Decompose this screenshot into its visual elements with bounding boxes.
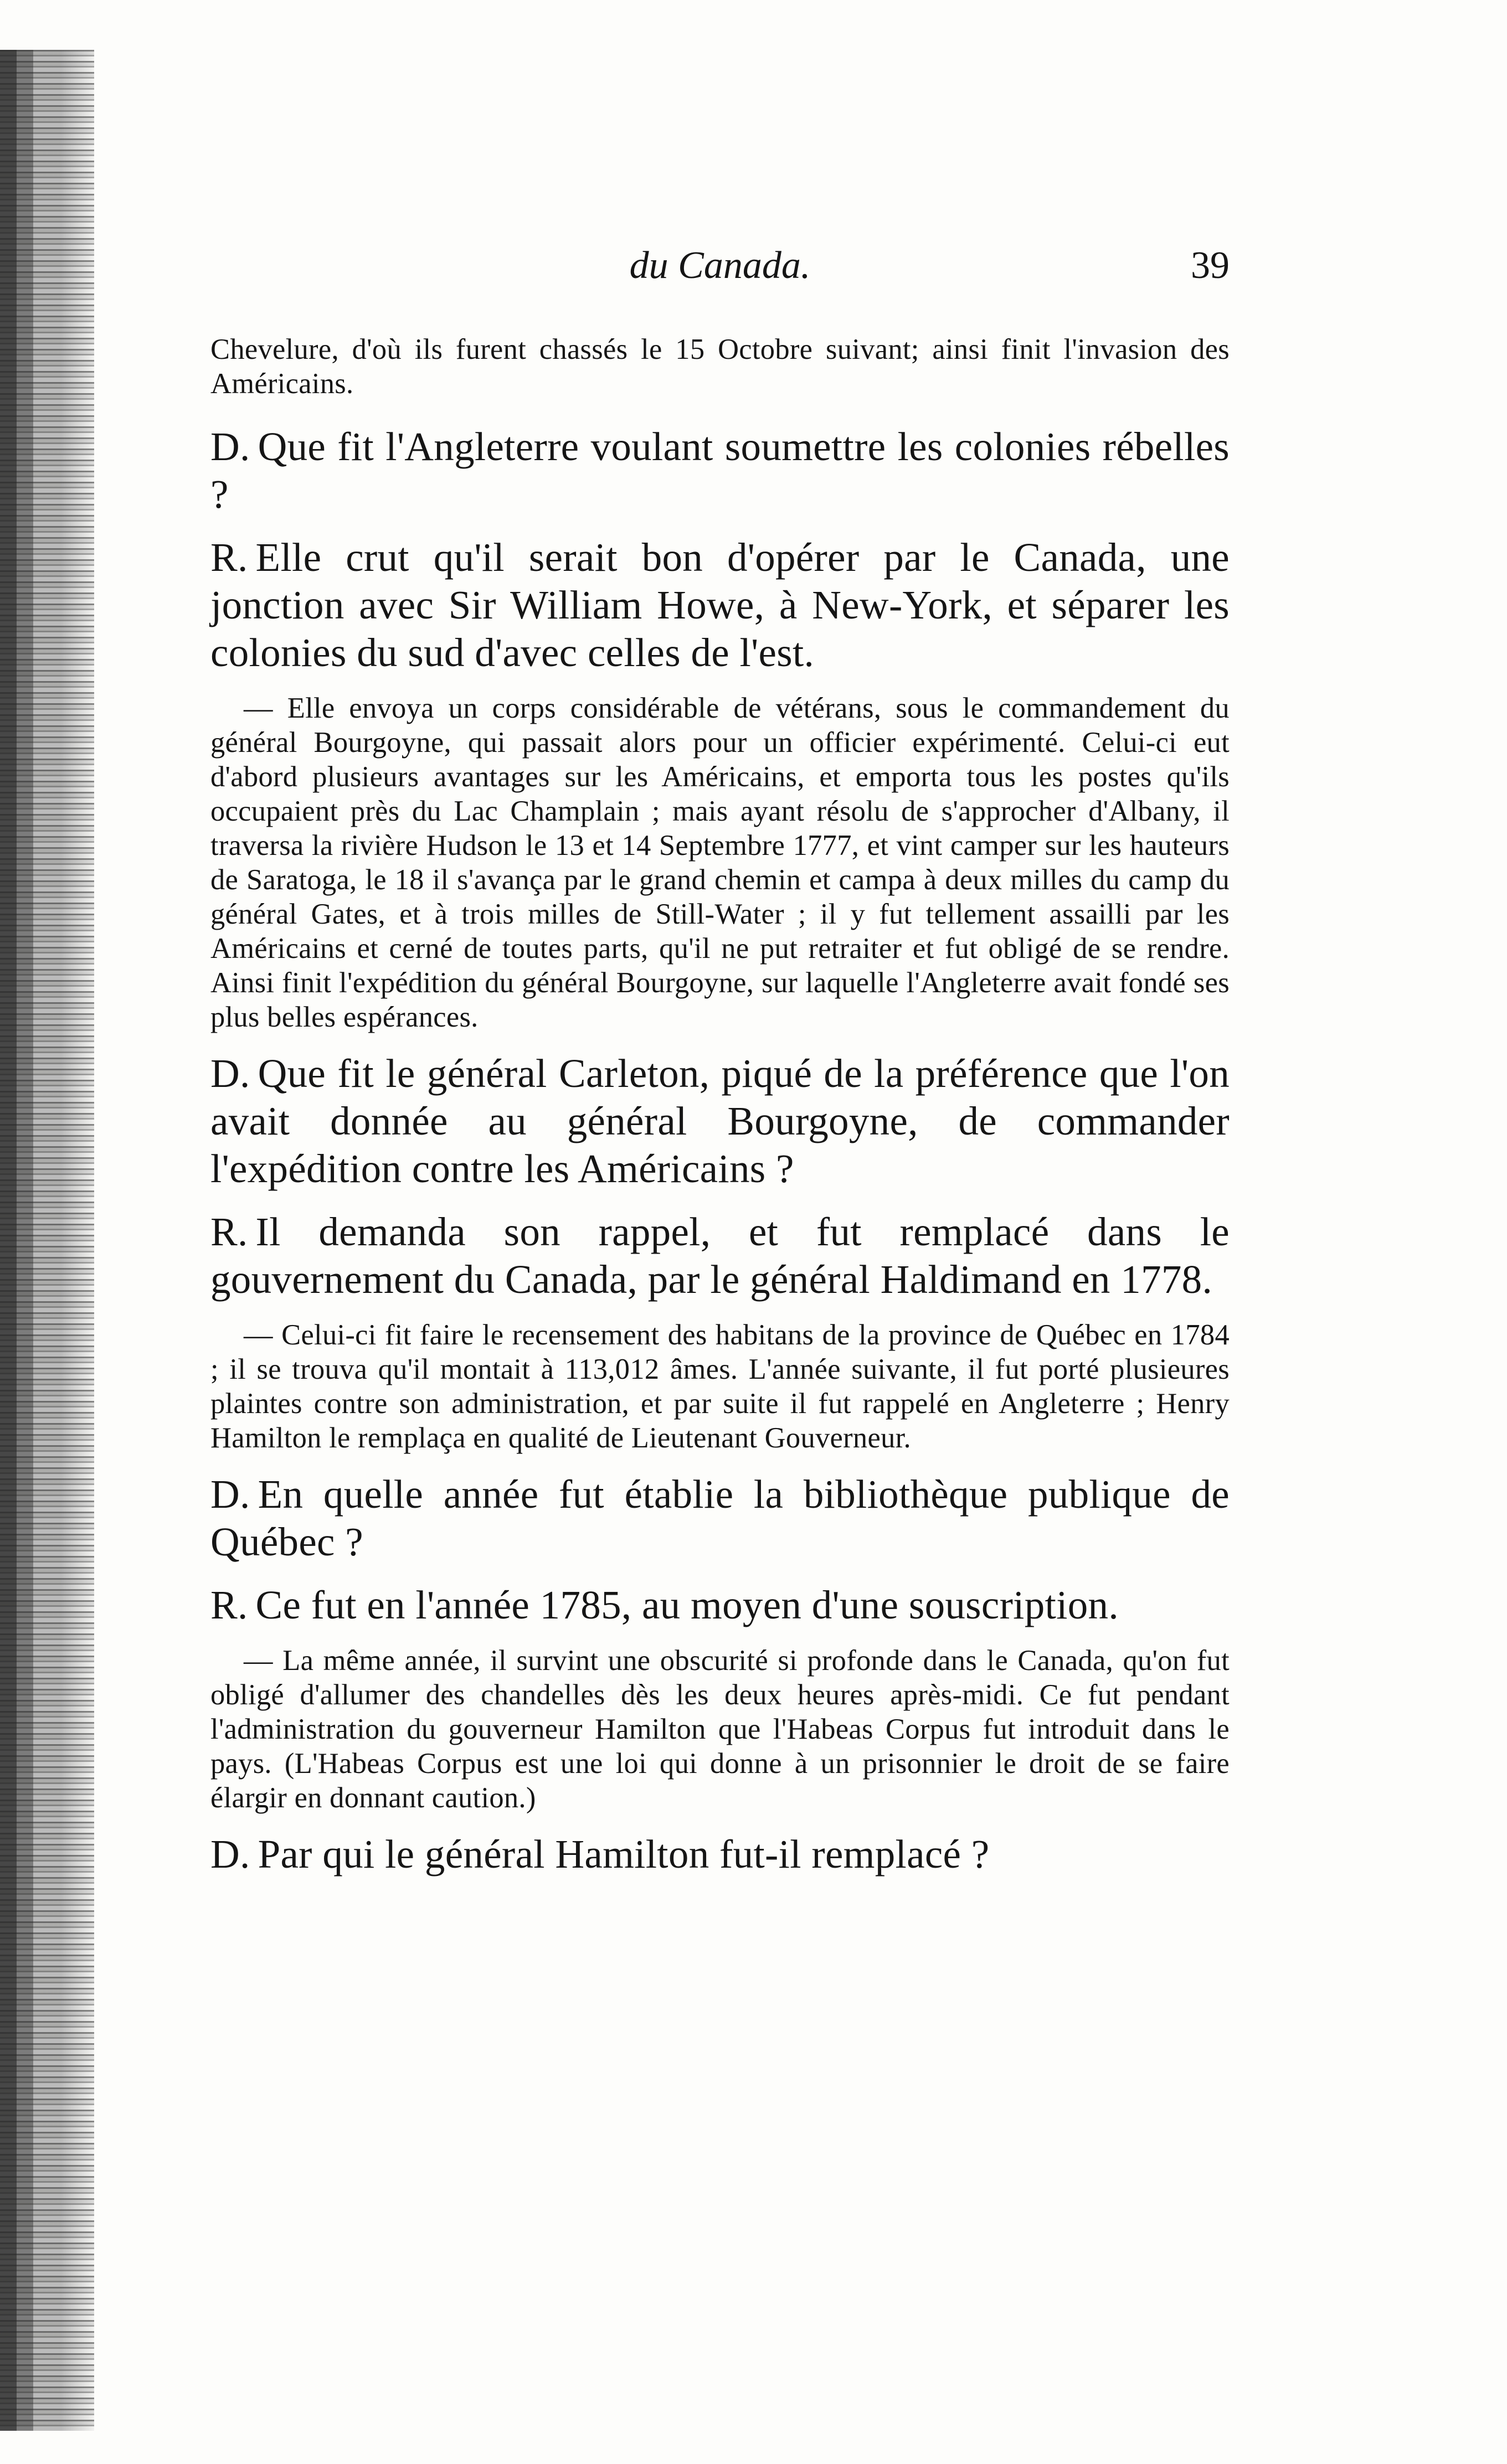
answer-label: R.	[210, 535, 248, 580]
question-text: Par qui le général Hamilton fut-il remplacé ?	[258, 1832, 990, 1877]
answer-paragraph	[210, 534, 1230, 677]
question-paragraph	[210, 1050, 1230, 1193]
answer-text: Ce fut en l'année 1785, au moyen d'une souscription.	[255, 1582, 1119, 1627]
question-text: Que fit l'Angleterre voulant soumettre les colonies rébelles ?	[210, 424, 1230, 517]
page-body	[210, 332, 1230, 1878]
answer-paragraph	[210, 1208, 1230, 1303]
answer-paragraph	[210, 1581, 1230, 1629]
page-number: 39	[1191, 244, 1230, 287]
binding-edge	[0, 50, 94, 2431]
question-paragraph	[210, 1471, 1230, 1566]
question-text: En quelle année fut établie la bibliothèque publique de Québec ?	[210, 1472, 1230, 1564]
question-paragraph	[210, 1831, 1230, 1878]
question-label: D.	[210, 1472, 250, 1517]
answer-text: Il demanda son rappel, et fut remplacé dans le gouvernement du Canada, par le général Haldimand en 1778.	[210, 1209, 1230, 1302]
question-paragraph	[210, 423, 1230, 518]
page-header	[210, 244, 1230, 310]
answer-label: R.	[210, 1582, 248, 1627]
answer-label: R.	[210, 1209, 248, 1254]
note-paragraph: — La même année, il survint une obscurité si profonde dans le Canada, qu'on fut obligé d'allumer des chandelles dès les deux heures après-midi. Ce fut pendant l'administration du gouverneur Hamilton que l'Habeas Corpus fut introduit dans le pays. (L'Habeas Corpus est une loi qui donne à un prisonnier le droit de se faire élargir en donnant caution.)	[210, 1645, 1230, 1814]
running-head: du Canada.	[629, 244, 811, 287]
question-text: Que fit le général Carleton, piqué de la préférence que l'on avait donnée au général Bourgoyne, de commander l'expédition contre les Américains ?	[210, 1051, 1230, 1191]
continued-paragraph: Chevelure, d'où ils furent chassés le 15 Octobre suivant; ainsi finit l'invasion des Américains.	[210, 333, 1230, 400]
answer-text: Elle crut qu'il serait bon d'opérer par le Canada, une jonction avec Sir William Howe, à New-York, et séparer les colonies du sud d'avec celles de l'est.	[210, 535, 1230, 675]
question-label: D.	[210, 1051, 250, 1096]
note-paragraph: — Elle envoya un corps considérable de vétérans, sous le commandement du général Bourgoyne, qui passait alors pour un officier expérimenté. Celui-ci eut d'abord plusieurs avantages sur les Américains, et emporta tous les postes qu'ils occupaient près du Lac Champlain ; mais ayant résolu de s'approcher d'Albany, il traversa la rivière Hudson le 13 et 14 Septembre 1777, et vint camper sur les hauteurs de Saratoga, le 18 il s'avança par le grand chemin et campa à deux milles du camp du général Gates, et à trois milles de Still-Water ; il y fut tellement assailli par les Américains et cerné de toutes parts, qu'il ne put retraiter et fut obligé de se rendre. Ainsi finit l'expédition du général Bourgoyne, sur laquelle l'Angleterre avait fondé ses plus belles espérances.	[210, 692, 1230, 1033]
question-label: D.	[210, 424, 250, 469]
note-paragraph: — Celui-ci fit faire le recensement des habitans de la province de Québec en 1784 ; il se trouva qu'il montait à 113,012 âmes. L'année suivante, il fut porté plusieures plaintes contre son administration, et par suite il fut rappelé en Angleterre ; Henry Hamilton le remplaça en qualité de Lieutenant Gouverneur.	[210, 1319, 1230, 1454]
question-label: D.	[210, 1832, 250, 1877]
